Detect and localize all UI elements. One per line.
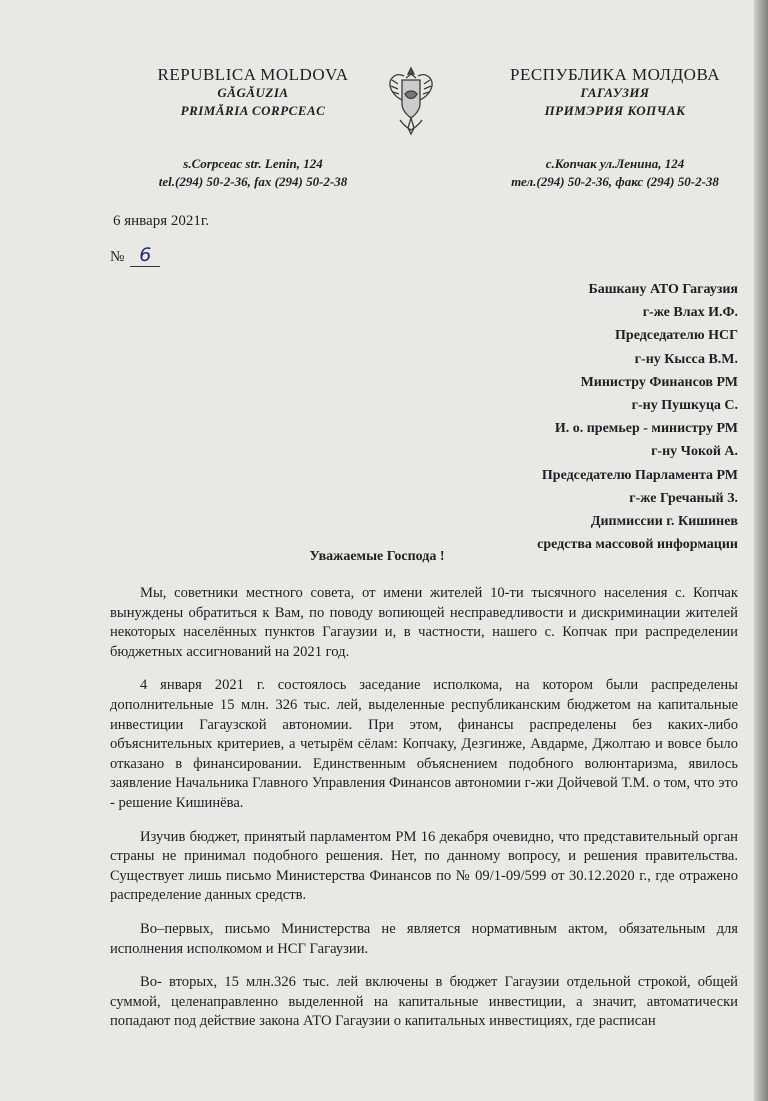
moldova-coat-of-arms-icon (386, 64, 436, 140)
addressee-line: г-ну Кысса В.М. (634, 351, 738, 367)
addressee-line: г-же Влах И.Ф. (642, 305, 738, 321)
addressee-line: И. о. премьер - министру РМ (554, 421, 738, 437)
addressee-line: г-же Гречаный З. (629, 490, 738, 506)
country-name-ro: REPUBLICA MOLDOVA (157, 65, 349, 84)
office-name-ru: ПРИМЭРИЯ КОПЧАК (544, 103, 686, 118)
letterhead-right (470, 66, 754, 120)
addressee-line: г-ну Чокой А. (651, 444, 738, 460)
letter-body (110, 584, 738, 1046)
letter-number (110, 244, 160, 267)
body-paragraph: Мы, советники местного совета, от имени жителей 10-ти тысячного населения с. Копчак вынуждены обратиться к Вам, по поводу вопиющей несправедливости и дискриминации жителей некоторых населённых пунктов Гагаузии и, в частности, нашего с. Копчак при распределении бюджетных ассигнований на 2021 год. (110, 585, 738, 660)
addressee-block (408, 278, 738, 556)
body-paragraph: Во–первых, письмо Министерства не является нормативным актом, обязательным для исполнения исполкомом и НСГ Гагаузии. (110, 920, 738, 957)
address-ro: s.Corpceac str. Lenin, 124 (183, 156, 323, 171)
country-name-ru: РЕСПУБЛИКА МОЛДОВА (510, 65, 720, 84)
address-ru: с.Копчак ул.Ленина, 124 (545, 156, 685, 171)
region-name-ru: ГАГАУЗИЯ (580, 85, 650, 100)
body-paragraph: 4 января 2021 г. состоялось заседание исполкома, на котором были распределены дополнительные 15 млн. 326 тыс. лей, выделенные республиканским бюджетом на капитальные инвестиции Гагаузской автономии. При этом, финансы распределены без каких-либо объяснительных критериев, а четырём сёлам: Копчаку, Дезгинже, Авдарме, Джолтаю и вовсе было отказано в финансировании. Единственным объяснением подобного волюнтаризма, явилось заявление Начальника Главного Управления Финансов автономии г-жи Дойчевой Т.М. о том, что это - решение Кишинёва. (110, 677, 738, 811)
body-paragraph: Во- вторых, 15 млн.326 тыс. лей включены в бюджет Гагаузии отдельной строкой, общей суммой, целенаправленно выделенной на капитальные инвестиции, а значит, автоматически попадают под действие закона АТО Гагаузии о капитальных инвестициях, где расписан (110, 974, 738, 1030)
addressee-line: Дипмиссии г. Кишинев (590, 514, 738, 530)
contact-right (470, 155, 754, 191)
contact-left (118, 155, 388, 191)
addressee-line: Министру Финансов РМ (580, 374, 738, 390)
phones-ru: тел.(294) 50-2-36, факс (294) 50-2-38 (511, 174, 719, 189)
region-name-ro: GĂGĂUZIA (217, 85, 289, 100)
number-value: 6 (130, 244, 160, 267)
phones-ro: tel.(294) 50-2-36, fax (294) 50-2-38 (158, 174, 348, 189)
addressee-line: Башкану АТО Гагаузия (588, 282, 738, 297)
letter-date: 6 января 2021г. (113, 213, 210, 229)
addressee-line: Председателю НСГ (615, 328, 738, 344)
number-prefix: № (110, 249, 125, 265)
body-paragraph: Изучив бюджет, принятый парламентом РМ 16 декабря очевидно, что представительный орган страны не принимал подобного решения. Нет, по данному вопросу, и решения правительства. Существует лишь письмо Министерства Финансов по № 09/1-09/599 от 30.12.2020 г., где отражено распределение данных средств. (110, 828, 738, 904)
page-edge-shadow (754, 0, 768, 1101)
addressee-line: Председателю Парламента РМ (541, 467, 738, 483)
letterhead-left (118, 66, 388, 120)
addressee-line: средства массовой информации (537, 537, 738, 553)
addressee-line: г-ну Пушкуца С. (631, 398, 738, 414)
salutation: Уважаемые Господа ! (309, 549, 445, 564)
office-name-ro: PRIMĂRIA CORPCEAC (180, 103, 326, 118)
